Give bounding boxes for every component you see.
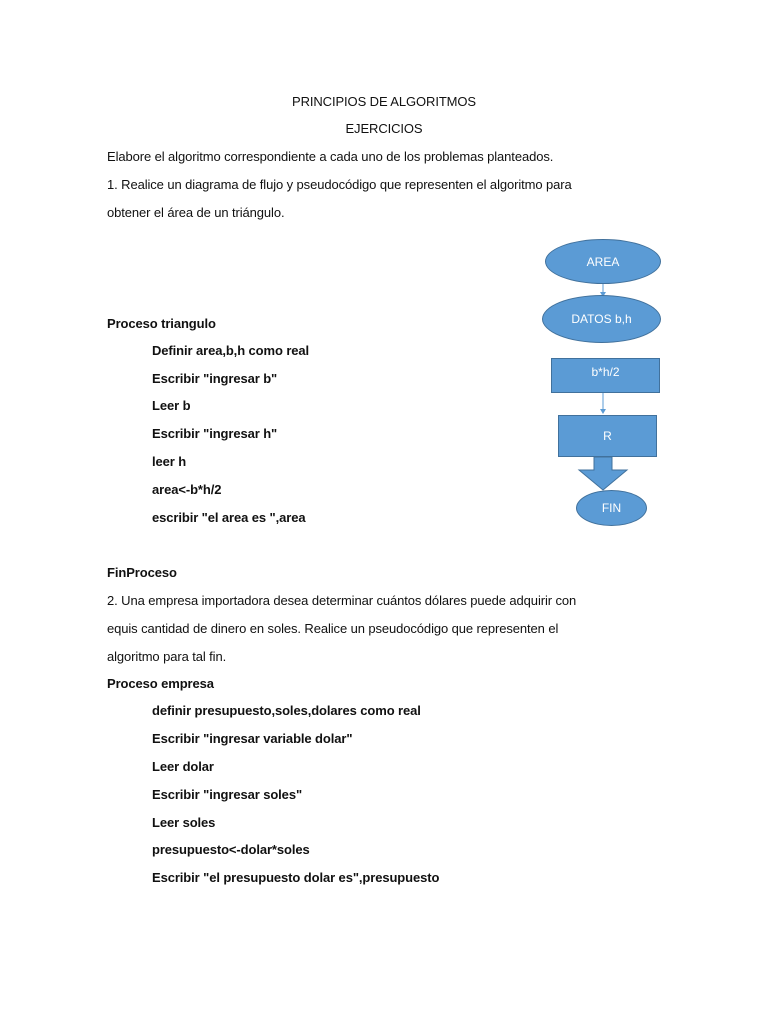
exercise2-process-start: Proceso empresa: [107, 676, 214, 691]
intro-text: Elabore el algoritmo correspondiente a cada uno de los problemas planteados.: [107, 149, 554, 164]
exercise2-code-line: Leer dolar: [152, 759, 214, 774]
exercise1-process-end: FinProceso: [107, 565, 177, 580]
flowchart-input-label: DATOS b,h: [571, 312, 632, 326]
flowchart-end-ellipse: [576, 490, 647, 526]
exercise2-code-line: definir presupuesto,soles,dolares como real: [152, 703, 421, 718]
block-arrow-down-icon: [579, 457, 627, 490]
document-title: PRINCIPIOS DE ALGORITMOS: [292, 94, 476, 109]
flowchart-start-label: AREA: [586, 254, 620, 269]
exercise1-statement-line1: 1. Realice un diagrama de flujo y pseudocódigo que representen el algoritmo para: [107, 177, 572, 192]
exercise2-statement-line2: equis cantidad de dinero en soles. Realice un pseudocódigo que representen el: [107, 621, 559, 636]
exercise1-code-line: area<-b*h/2: [152, 482, 222, 497]
exercise1-code-line: Definir area,b,h como real: [152, 343, 310, 358]
exercise2-code-line: presupuesto<-dolar*soles: [152, 842, 310, 857]
exercise2-code-line: Escribir "ingresar soles": [152, 787, 303, 802]
arrowhead-icon: [600, 409, 606, 414]
exercise2-code-line: Leer soles: [152, 815, 216, 830]
flowchart-end-label: FIN: [601, 501, 622, 515]
flowchart-process-label: b*h/2: [591, 365, 620, 379]
exercise2-code-line: Escribir "ingresar variable dolar": [152, 731, 353, 746]
exercise1-code-line: escribir "el area es ",area: [152, 510, 306, 525]
exercise2-code-line: Escribir "el presupuesto dolar es",presupuesto: [152, 870, 440, 885]
document-subtitle: EJERCICIOS: [345, 121, 423, 136]
exercise1-code-line: Leer b: [152, 398, 191, 413]
exercise1-code-line: Escribir "ingresar b": [152, 371, 278, 386]
exercise2-statement-line1: 2. Una empresa importadora desea determinar cuántos dólares puede adquirir con: [107, 593, 577, 608]
flowchart-process-box: [551, 358, 660, 393]
exercise1-statement-line2: obtener el área de un triángulo.: [107, 205, 285, 220]
flowchart-output-label: R: [603, 429, 612, 443]
exercise1-process-start: Proceso triangulo: [107, 316, 216, 331]
flowchart-output-box: [558, 415, 657, 457]
exercise1-code-line: leer h: [152, 454, 187, 469]
flowchart-start-ellipse: [545, 239, 661, 284]
exercise2-statement-line3: algoritmo para tal fin.: [107, 649, 227, 664]
exercise1-code-line: Escribir "ingresar h": [152, 426, 278, 441]
flowchart: [530, 232, 680, 532]
flowchart-input-ellipse: [542, 295, 661, 343]
